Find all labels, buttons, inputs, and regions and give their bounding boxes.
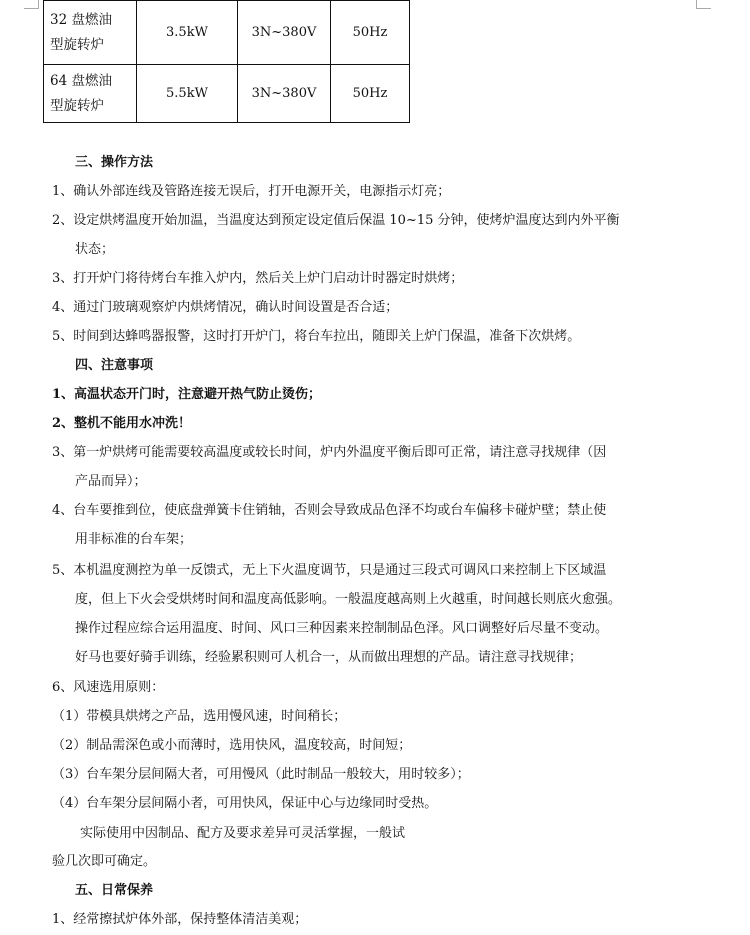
sub-list-item: （2）制品需深色或小而薄时，选用快风，温度较高，时间短； bbox=[52, 738, 412, 753]
table-cell-voltage: 3N~380V bbox=[238, 65, 331, 123]
list-item: 6、风速选用原则： bbox=[52, 680, 165, 695]
section-heading: 五、日常保养 bbox=[75, 883, 154, 898]
page-corner-mark bbox=[24, 0, 39, 9]
table-cell-voltage: 3N~380V bbox=[238, 1, 331, 65]
page-corner-mark bbox=[696, 0, 711, 9]
sub-list-item: （3）台车架分层间隔大者，可用慢风（此时制品一般较大，用时较多）； bbox=[52, 767, 470, 782]
list-item-continuation: 好马也要好骑手训练，经验累积则可人机合一，从而做出理想的产品。请注意寻找规律； bbox=[75, 650, 583, 665]
table-row bbox=[44, 1, 410, 65]
list-item: 2、设定烘烤温度开始加温，当温度达到预定设定值后保温 10~15 分钟，使烤炉温度达到内外平衡 bbox=[52, 213, 620, 228]
list-item: 1、高温状态开门时，注意避开热气防止烫伤； bbox=[52, 387, 322, 402]
section-heading: 四、注意事项 bbox=[75, 358, 154, 373]
list-item: 4、台车要推到位，使底盘弹簧卡住销轴，否则会导致成品色泽不均或台车偏移卡碰炉壁；禁止使 bbox=[52, 503, 607, 518]
list-item-continuation: 度，但上下火会受烘烤时间和温度高低影响。一般温度越高则上火越重，时间越长则底火愈强。 bbox=[75, 592, 622, 607]
table-cell-name: 32 盘燃油 型旋转炉 bbox=[44, 1, 137, 65]
list-item: 5、本机温度测控为单一反馈式，无上下火温度调节，只是通过三段式可调风口来控制上下区域温 bbox=[52, 563, 607, 578]
list-item: 4、通过门玻璃观察炉内烘烤情况，确认时间设置是否合适； bbox=[52, 300, 399, 315]
table-cell-frequency: 50Hz bbox=[331, 1, 410, 65]
list-item-continuation: 操作过程应综合运用温度、时间、风口三种因素来控制制品色泽。风口调整好后尽量不变动。 bbox=[75, 621, 609, 636]
list-item-continuation: 状态； bbox=[75, 242, 115, 257]
paragraph-line: 实际使用中因制品、配方及要求差异可灵活掌握，一般试 bbox=[80, 826, 406, 841]
table-cell-name: 64 盘燃油 型旋转炉 bbox=[44, 65, 137, 123]
table-cell-power: 5.5kW bbox=[137, 65, 238, 123]
table-cell-frequency: 50Hz bbox=[331, 65, 410, 123]
spec-table bbox=[43, 0, 410, 123]
sub-list-item: （4）台车架分层间隔小者，可用快风，保证中心与边缘同时受热。 bbox=[52, 796, 438, 811]
list-item: 1、确认外部连线及管路连接无误后，打开电源开关，电源指示灯亮； bbox=[52, 184, 451, 199]
table-cell-power: 3.5kW bbox=[137, 1, 238, 65]
list-item-continuation: 产品而异）； bbox=[75, 474, 147, 489]
section-heading: 三、操作方法 bbox=[75, 155, 154, 170]
list-item-continuation: 用非标准的台车架； bbox=[75, 532, 193, 547]
list-item: 3、第一炉烘烤可能需要较高温度或较长时间，炉内外温度平衡后即可正常，请注意寻找规律（因 bbox=[52, 445, 607, 460]
table-row bbox=[44, 65, 410, 123]
list-item: 1、经常擦拭炉体外部，保持整体清洁美观； bbox=[52, 912, 308, 927]
list-item: 5、时间到达蜂鸣器报警，这时打开炉门，将台车拉出，随即关上炉门保温，准备下次烘烤。 bbox=[52, 329, 581, 344]
paragraph-line: 验几次即可确定。 bbox=[52, 854, 157, 869]
list-item: 3、打开炉门将待烤台车推入炉内，然后关上炉门启动计时器定时烘烤； bbox=[52, 271, 464, 286]
list-item: 2、整机不能用水冲洗！ bbox=[52, 416, 192, 431]
sub-list-item: （1）带模具烘烤之产品，选用慢风速，时间稍长； bbox=[52, 709, 347, 724]
